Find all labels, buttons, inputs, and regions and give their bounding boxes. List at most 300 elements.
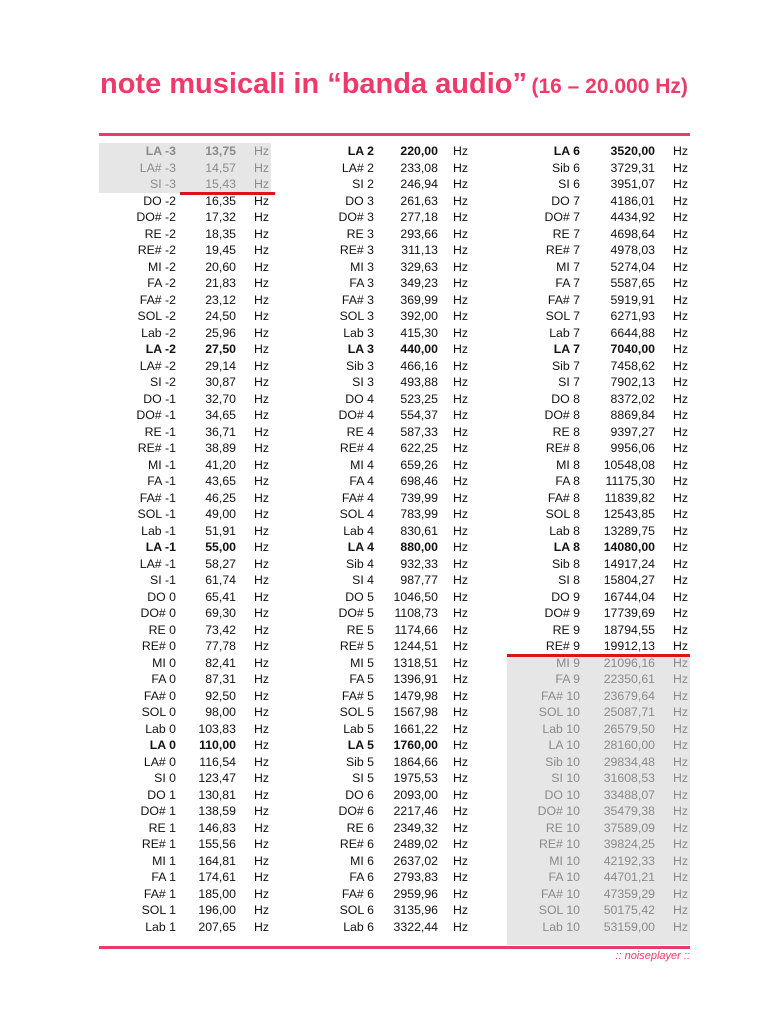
frequency-unit: Hz (673, 144, 689, 158)
note-frequency: 16744,04 (603, 589, 655, 604)
note-name: SI 8 (558, 573, 580, 587)
note-row (300, 704, 480, 721)
note-frequency: 1174,66 (394, 622, 438, 637)
note-frequency: 29834,48 (603, 754, 655, 769)
frequency-unit: Hz (254, 507, 270, 521)
frequency-unit: Hz (673, 457, 689, 472)
frequency-unit: Hz (673, 655, 689, 670)
note-name: DO# -2 (136, 210, 176, 224)
note-row (507, 523, 692, 540)
note-name: DO# 1 (140, 804, 176, 818)
frequency-unit: Hz (673, 243, 689, 257)
note-row (300, 869, 480, 886)
note-name: DO# 4 (338, 408, 374, 422)
note-name: DO 7 (551, 193, 580, 208)
frequency-unit: Hz (453, 292, 469, 307)
note-row (99, 770, 279, 787)
note-frequency: 13289,75 (603, 523, 655, 538)
frequency-unit: Hz (673, 738, 689, 752)
frequency-unit: Hz (453, 408, 469, 422)
note-frequency: 18794,55 (603, 622, 655, 637)
frequency-unit: Hz (453, 259, 469, 274)
note-name: SI 4 (352, 573, 374, 587)
note-name: LA -2 (145, 342, 176, 356)
note-frequency: 51,91 (205, 523, 236, 538)
note-name: DO 0 (147, 589, 176, 604)
note-row (507, 407, 692, 424)
frequency-unit: Hz (254, 655, 270, 670)
note-name: LA 7 (553, 342, 580, 356)
note-frequency: 466,16 (400, 358, 438, 373)
note-frequency: 2793,83 (393, 870, 438, 884)
note-frequency: 26579,50 (603, 721, 655, 736)
note-frequency: 28160,00 (603, 738, 655, 752)
note-frequency: 185,00 (198, 886, 236, 901)
frequency-unit: Hz (453, 919, 469, 934)
note-frequency: 16,35 (205, 193, 236, 208)
frequency-unit: Hz (673, 441, 689, 455)
note-name: SOL 6 (339, 903, 374, 917)
note-name: LA -1 (145, 540, 176, 554)
frequency-unit: Hz (453, 573, 469, 587)
note-row (507, 902, 692, 919)
note-frequency: 3951,07 (610, 177, 655, 191)
frequency-unit: Hz (254, 259, 270, 274)
frequency-unit: Hz (254, 523, 270, 538)
note-frequency: 103,83 (198, 721, 236, 736)
note-frequency: 2093,00 (393, 787, 438, 802)
note-name: LA 8 (553, 540, 580, 554)
note-frequency: 987,77 (400, 573, 438, 587)
frequency-unit: Hz (673, 688, 689, 703)
note-row (300, 638, 480, 655)
note-row (507, 589, 692, 606)
note-row (300, 391, 480, 408)
note-row (99, 671, 279, 688)
note-name: Lab 8 (549, 523, 580, 538)
frequency-unit: Hz (254, 243, 270, 257)
note-name: RE# 8 (545, 441, 580, 455)
note-row (507, 490, 692, 507)
note-frequency: 46,25 (205, 490, 236, 505)
note-row (507, 275, 692, 292)
frequency-unit: Hz (453, 639, 469, 653)
note-name: LA 3 (347, 342, 374, 356)
note-name: DO 4 (345, 391, 374, 406)
note-name: LA# 0 (143, 754, 176, 769)
note-frequency: 23679,64 (603, 688, 655, 703)
note-name: LA 4 (347, 540, 374, 554)
note-frequency: 261,63 (400, 193, 438, 208)
note-frequency: 554,37 (400, 408, 438, 422)
note-row (99, 836, 279, 853)
frequency-unit: Hz (673, 919, 689, 934)
note-name: SI 2 (352, 177, 374, 191)
note-row (300, 440, 480, 457)
note-name: FA 6 (349, 870, 374, 884)
note-name: Sib 8 (551, 556, 580, 571)
note-row (99, 325, 279, 342)
note-row (300, 622, 480, 639)
note-frequency: 311,13 (401, 243, 438, 257)
note-frequency: 392,00 (400, 309, 438, 323)
note-row (300, 160, 480, 177)
frequency-unit: Hz (254, 358, 270, 373)
note-frequency: 9956,06 (610, 441, 655, 455)
note-name: FA# 5 (341, 688, 374, 703)
note-name: SOL 4 (339, 507, 374, 521)
note-frequency: 1244,51 (393, 639, 438, 653)
frequency-unit: Hz (453, 721, 469, 736)
frequency-unit: Hz (453, 441, 469, 455)
note-frequency: 293,66 (400, 226, 438, 241)
note-frequency: 43,65 (205, 474, 236, 488)
frequency-unit: Hz (673, 177, 689, 191)
frequency-unit: Hz (254, 540, 270, 554)
frequency-unit: Hz (453, 342, 469, 356)
note-frequency: 14,57 (205, 160, 236, 175)
note-frequency: 415,30 (400, 325, 438, 340)
frequency-unit: Hz (453, 787, 469, 802)
note-row (507, 506, 692, 523)
note-frequency: 13,75 (205, 144, 236, 158)
note-name: Lab 3 (343, 325, 374, 340)
note-name: Sib 5 (345, 754, 374, 769)
note-row (99, 176, 279, 193)
note-name: LA 0 (149, 738, 176, 752)
frequency-unit: Hz (453, 886, 469, 901)
frequency-unit: Hz (254, 375, 270, 389)
note-frequency: 7458,62 (610, 358, 655, 373)
frequency-unit: Hz (673, 639, 689, 653)
note-name: RE 5 (346, 622, 374, 637)
frequency-unit: Hz (453, 540, 469, 554)
frequency-unit: Hz (673, 276, 689, 290)
note-row (507, 754, 692, 771)
frequency-unit: Hz (673, 507, 689, 521)
note-row (99, 226, 279, 243)
note-name: RE 7 (552, 226, 580, 241)
note-row (300, 688, 480, 705)
note-row (99, 358, 279, 375)
frequency-unit: Hz (254, 804, 270, 818)
note-frequency: 1396,91 (393, 672, 438, 686)
note-row (99, 803, 279, 820)
note-name: LA 6 (553, 144, 580, 158)
note-row (99, 341, 279, 358)
note-name: RE# 1 (141, 837, 176, 851)
note-name: RE 8 (552, 424, 580, 439)
note-frequency: 31608,53 (603, 771, 655, 785)
note-row (99, 638, 279, 655)
note-row (507, 556, 692, 573)
note-name: MI 0 (152, 655, 176, 670)
note-name: DO# 7 (544, 210, 580, 224)
frequency-unit: Hz (254, 474, 270, 488)
note-frequency: 73,42 (205, 622, 236, 637)
note-row (300, 556, 480, 573)
note-name: MI 1 (152, 853, 176, 868)
note-frequency: 65,41 (205, 589, 236, 604)
note-row (507, 803, 692, 820)
frequency-unit: Hz (453, 655, 469, 670)
note-frequency: 37589,09 (603, 820, 655, 835)
frequency-unit: Hz (453, 193, 469, 208)
note-row (507, 358, 692, 375)
frequency-unit: Hz (254, 903, 270, 917)
note-row (99, 209, 279, 226)
note-name: LA -3 (145, 144, 176, 158)
note-row (507, 572, 692, 589)
note-frequency: 23,12 (205, 292, 236, 307)
frequency-unit: Hz (673, 424, 689, 439)
note-name: MI 7 (556, 259, 580, 274)
note-row (99, 721, 279, 738)
note-frequency: 50175,42 (603, 903, 655, 917)
note-row (507, 160, 692, 177)
note-name: SOL 8 (545, 507, 580, 521)
note-row (300, 358, 480, 375)
note-name: FA# 8 (547, 490, 580, 505)
note-column-2 (300, 143, 480, 935)
note-row (300, 539, 480, 556)
note-name: SI 10 (551, 771, 580, 785)
frequency-unit: Hz (673, 589, 689, 604)
frequency-unit: Hz (254, 441, 270, 455)
note-name: DO 8 (551, 391, 580, 406)
note-name: FA# 0 (143, 688, 176, 703)
frequency-unit: Hz (453, 705, 469, 719)
note-name: RE# 9 (545, 639, 580, 653)
note-frequency: 8372,02 (610, 391, 655, 406)
note-name: FA 5 (349, 672, 374, 686)
frequency-unit: Hz (453, 490, 469, 505)
note-frequency: 277,18 (400, 210, 438, 224)
frequency-unit: Hz (673, 804, 689, 818)
frequency-unit: Hz (453, 771, 469, 785)
note-row (99, 605, 279, 622)
frequency-unit: Hz (453, 160, 469, 175)
frequency-unit: Hz (453, 523, 469, 538)
note-row (507, 440, 692, 457)
note-name: RE 0 (148, 622, 176, 637)
frequency-unit: Hz (673, 820, 689, 835)
note-frequency: 14080,00 (603, 540, 655, 554)
note-frequency: 20,60 (205, 259, 236, 274)
frequency-unit: Hz (673, 210, 689, 224)
note-frequency: 587,33 (400, 424, 438, 439)
note-row (300, 671, 480, 688)
note-row (99, 407, 279, 424)
note-frequency: 1567,98 (393, 705, 438, 719)
note-row (300, 605, 480, 622)
note-name: Lab 10 (542, 721, 580, 736)
note-row (300, 886, 480, 903)
note-name: RE# 0 (141, 639, 176, 653)
note-row (300, 490, 480, 507)
frequency-unit: Hz (673, 556, 689, 571)
frequency-unit: Hz (673, 754, 689, 769)
note-name: DO 3 (345, 193, 374, 208)
note-name: MI 9 (556, 655, 580, 670)
note-frequency: 4698,64 (610, 226, 655, 241)
note-row (300, 770, 480, 787)
frequency-unit: Hz (453, 210, 469, 224)
frequency-unit: Hz (254, 457, 270, 472)
note-row (507, 209, 692, 226)
note-name: FA 1 (151, 870, 176, 884)
note-row (507, 308, 692, 325)
frequency-unit: Hz (254, 408, 270, 422)
note-row (300, 589, 480, 606)
note-frequency: 11839,82 (604, 490, 655, 505)
frequency-unit: Hz (673, 606, 689, 620)
note-frequency: 1318,51 (393, 655, 438, 670)
note-row (300, 820, 480, 837)
note-row (99, 539, 279, 556)
note-row (507, 869, 692, 886)
frequency-unit: Hz (453, 853, 469, 868)
note-frequency: 493,88 (400, 375, 438, 389)
frequency-unit: Hz (673, 490, 689, 505)
note-row (99, 143, 279, 160)
frequency-unit: Hz (254, 292, 270, 307)
note-row (99, 424, 279, 441)
note-frequency: 44701,21 (603, 870, 655, 884)
note-name: LA 10 (548, 738, 580, 752)
note-row (300, 721, 480, 738)
note-row (507, 836, 692, 853)
note-name: Lab 4 (343, 523, 374, 538)
note-name: DO 5 (345, 589, 374, 604)
note-row (300, 407, 480, 424)
note-frequency: 25,96 (205, 325, 236, 340)
note-row (507, 787, 692, 804)
frequency-unit: Hz (453, 903, 469, 917)
note-name: MI 8 (556, 457, 580, 472)
note-row (99, 292, 279, 309)
note-name: FA# -2 (139, 292, 176, 307)
note-name: FA# 3 (341, 292, 374, 307)
note-name: RE 6 (346, 820, 374, 835)
frequency-unit: Hz (453, 243, 469, 257)
note-name: FA 4 (349, 474, 374, 488)
note-frequency: 21096,16 (603, 655, 655, 670)
note-name: FA# 10 (541, 688, 580, 703)
note-name: SOL 1 (141, 903, 176, 917)
frequency-unit: Hz (673, 325, 689, 340)
frequency-unit: Hz (673, 837, 689, 851)
note-row (507, 424, 692, 441)
note-name: Lab -1 (141, 523, 176, 538)
note-frequency: 34,65 (205, 408, 236, 422)
frequency-unit: Hz (453, 556, 469, 571)
frequency-unit: Hz (254, 837, 270, 851)
note-row (300, 902, 480, 919)
note-frequency: 1108,73 (394, 606, 438, 620)
note-row (99, 374, 279, 391)
note-row (300, 292, 480, 309)
note-row (99, 902, 279, 919)
note-frequency: 32,70 (205, 391, 236, 406)
frequency-unit: Hz (254, 606, 270, 620)
note-row (99, 242, 279, 259)
note-name: Sib 3 (345, 358, 374, 373)
note-name: FA# 10 (541, 886, 580, 901)
note-frequency: 87,31 (205, 672, 236, 686)
note-frequency: 5919,91 (610, 292, 655, 307)
note-row (99, 704, 279, 721)
frequency-unit: Hz (673, 853, 689, 868)
note-row (507, 391, 692, 408)
frequency-unit: Hz (254, 177, 270, 191)
note-row (300, 737, 480, 754)
frequency-unit: Hz (673, 309, 689, 323)
note-name: LA# -1 (139, 556, 176, 571)
note-name: FA -2 (147, 276, 176, 290)
note-name: MI 10 (549, 853, 580, 868)
frequency-unit: Hz (673, 771, 689, 785)
note-row (507, 457, 692, 474)
note-row (300, 209, 480, 226)
note-frequency: 1975,53 (393, 771, 438, 785)
note-frequency: 369,99 (400, 292, 438, 307)
note-frequency: 22350,61 (603, 672, 655, 686)
note-row (507, 226, 692, 243)
note-frequency: 146,83 (198, 820, 236, 835)
note-row (300, 572, 480, 589)
note-row (300, 787, 480, 804)
note-frequency: 220,00 (400, 144, 438, 158)
note-frequency: 41,20 (205, 457, 236, 472)
note-frequency: 523,25 (400, 391, 438, 406)
note-row (300, 523, 480, 540)
note-column-3 (507, 143, 692, 935)
note-frequency: 622,25 (400, 441, 438, 455)
note-name: SOL 7 (545, 309, 580, 323)
note-name: DO 6 (345, 787, 374, 802)
note-frequency: 21,83 (205, 276, 236, 290)
note-frequency: 1760,00 (393, 738, 438, 752)
note-name: RE 3 (346, 226, 374, 241)
frequency-unit: Hz (254, 309, 270, 323)
note-name: SI 6 (558, 177, 580, 191)
note-name: FA 10 (548, 870, 580, 884)
frequency-unit: Hz (673, 474, 689, 488)
note-row (507, 325, 692, 342)
note-frequency: 116,54 (199, 754, 236, 769)
note-row (99, 869, 279, 886)
note-frequency: 18,35 (205, 226, 236, 241)
note-frequency: 164,81 (198, 853, 236, 868)
frequency-unit: Hz (673, 870, 689, 884)
note-name: RE -1 (144, 424, 176, 439)
frequency-unit: Hz (673, 226, 689, 241)
frequency-unit: Hz (453, 688, 469, 703)
note-row (99, 440, 279, 457)
frequency-unit: Hz (453, 309, 469, 323)
note-name: Lab 0 (145, 721, 176, 736)
frequency-unit: Hz (673, 886, 689, 901)
note-name: MI -2 (147, 259, 176, 274)
note-frequency: 110,00 (199, 738, 236, 752)
note-name: SOL -1 (137, 507, 176, 521)
note-frequency: 4186,01 (610, 193, 655, 208)
note-row (99, 457, 279, 474)
footer-credit: :: noiseplayer :: (615, 950, 690, 962)
frequency-unit: Hz (254, 738, 270, 752)
note-name: Sib 7 (551, 358, 580, 373)
